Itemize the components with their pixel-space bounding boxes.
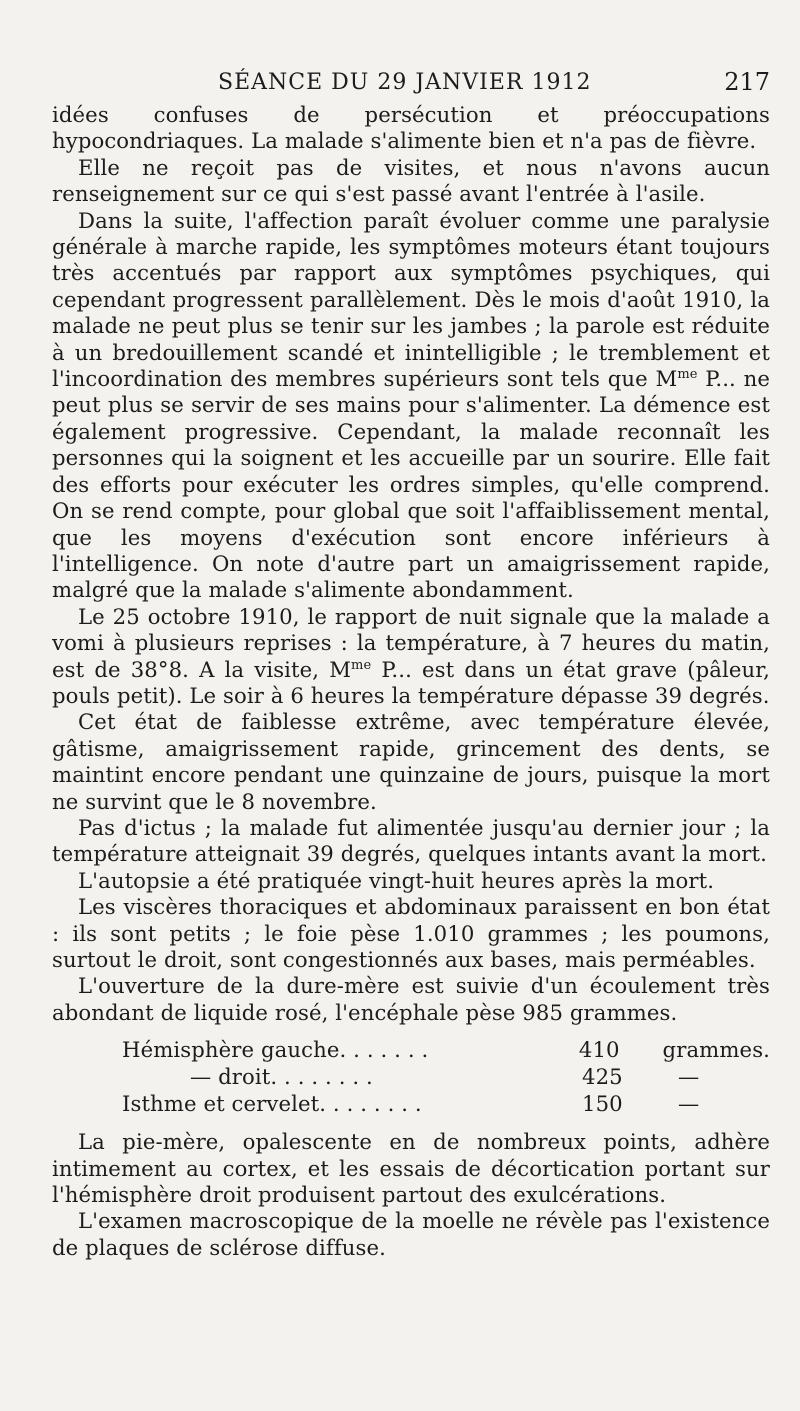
weights-row — [122, 1090, 770, 1117]
weights-row — [122, 1063, 770, 1090]
paragraph: L'ouverture de la dure-mère est suivie d'un écoulement très abondant de liquide rosé, l'encéphale pèse 985 grammes. — [52, 973, 770, 1025]
paragraph: idées confuses de persécution et préoccupations hypocondriaques. La malade s'alimente bien et n'a pas de fièvre. — [52, 102, 770, 154]
superscript: me — [677, 367, 698, 383]
paragraph-text: P... ne peut plus se servir de ses mains pour s'alimenter. La démence est également progressive. Cependant, la malade reconnaît les personnes qui la soignent et les accueille par un sourire. Elle fait des efforts pour exécuter les ordres simples, qu'elle comprend. On se rend compte, pour global que soit l'affaiblissement mental, que les moyens d'exécution sont encore inférieurs à l'intelligence. On note d'autre part un amaigrissement rapide, malgré que la malade s'alimente abondamment. — [52, 366, 770, 603]
page-header — [52, 62, 770, 102]
weight-unit: — — [678, 1064, 700, 1090]
paragraph-text: P... est dans un état grave (pâleur, pouls petit). Le soir à 6 heures la température dépasse 39 degrés. — [52, 656, 770, 708]
weight-label: Hémisphère gauche. . . . . . . — [122, 1037, 429, 1063]
weight-value: 425 — [582, 1064, 623, 1090]
paragraph — [52, 604, 770, 710]
paragraph — [52, 208, 770, 604]
weight-value: 410 — [578, 1037, 620, 1063]
body-text — [52, 102, 770, 1261]
paragraph: L'autopsie a été pratiquée vingt-huit heures après la mort. — [78, 867, 715, 893]
weight-value: 150 — [582, 1091, 623, 1117]
paragraph: L'examen macroscopique de la moelle ne révèle pas l'existence de plaques de sclérose diffuse. — [52, 1208, 770, 1260]
paragraph: Les viscères thoraciques et abdominaux paraissent en bon état : ils sont petits ; le foie pèse 1.010 grammes ; les poumons, surtout le droit, sont congestionnés aux bases, mais perméables. — [52, 894, 770, 972]
paragraph-text: Dans la suite, l'affection paraît évoluer comme une paralysie générale à marche rapide, les symptômes moteurs étant toujours très accentués par rapport aux symptômes psychiques, qui cependant progressent parallèlement. Dès le mois d'août 1910, la malade ne peut plus se tenir sur les jambes ; la parole est réduite à un bredouillement scandé et inintelligible ; le tremblement et l'incoordination des membres supérieurs sont tels que M — [52, 207, 770, 392]
page-number: 217 — [724, 68, 770, 96]
paragraph-text: Le 25 octobre 1910, le rapport de nuit signale que la malade a vomi à plusieurs reprises : la température, à 7 heures du matin, est de 38°8. A la visite, M — [52, 603, 770, 682]
superscript: me — [351, 657, 372, 673]
weight-label: — droit. . . . . . . . — [190, 1064, 373, 1090]
paragraph: Pas d'ictus ; la malade fut alimentée jusqu'au dernier jour ; la température atteignait 39 degrés, quelques intants avant la mort. — [52, 814, 770, 867]
weight-unit: grammes. — [662, 1037, 770, 1063]
paragraph: La pie-mère, opalescente en de nombreux points, adhère intimement au cortex, et les essais de décortication portant sur l'hémisphère droit produisent partout des exulcérations. — [52, 1129, 770, 1208]
paragraph: Elle ne reçoit pas de visites, et nous n'avons aucun renseignement sur ce qui s'est passé avant l'entrée à l'asile. — [52, 154, 770, 207]
paragraph: Cet état de faiblesse extrême, avec température élevée, gâtisme, amaigrissement rapide, grincement des dents, se maintint encore pendant une quinzaine de jours, puisque la mort ne survint que le 8 novembre. — [52, 709, 770, 814]
weight-unit: — — [678, 1091, 700, 1117]
weights-row — [122, 1036, 770, 1063]
weights-table — [122, 1036, 770, 1117]
running-head: SÉANCE DU 29 JANVIER 1912 — [218, 70, 592, 95]
weight-label: Isthme et cervelet. . . . . . . . — [122, 1091, 422, 1117]
